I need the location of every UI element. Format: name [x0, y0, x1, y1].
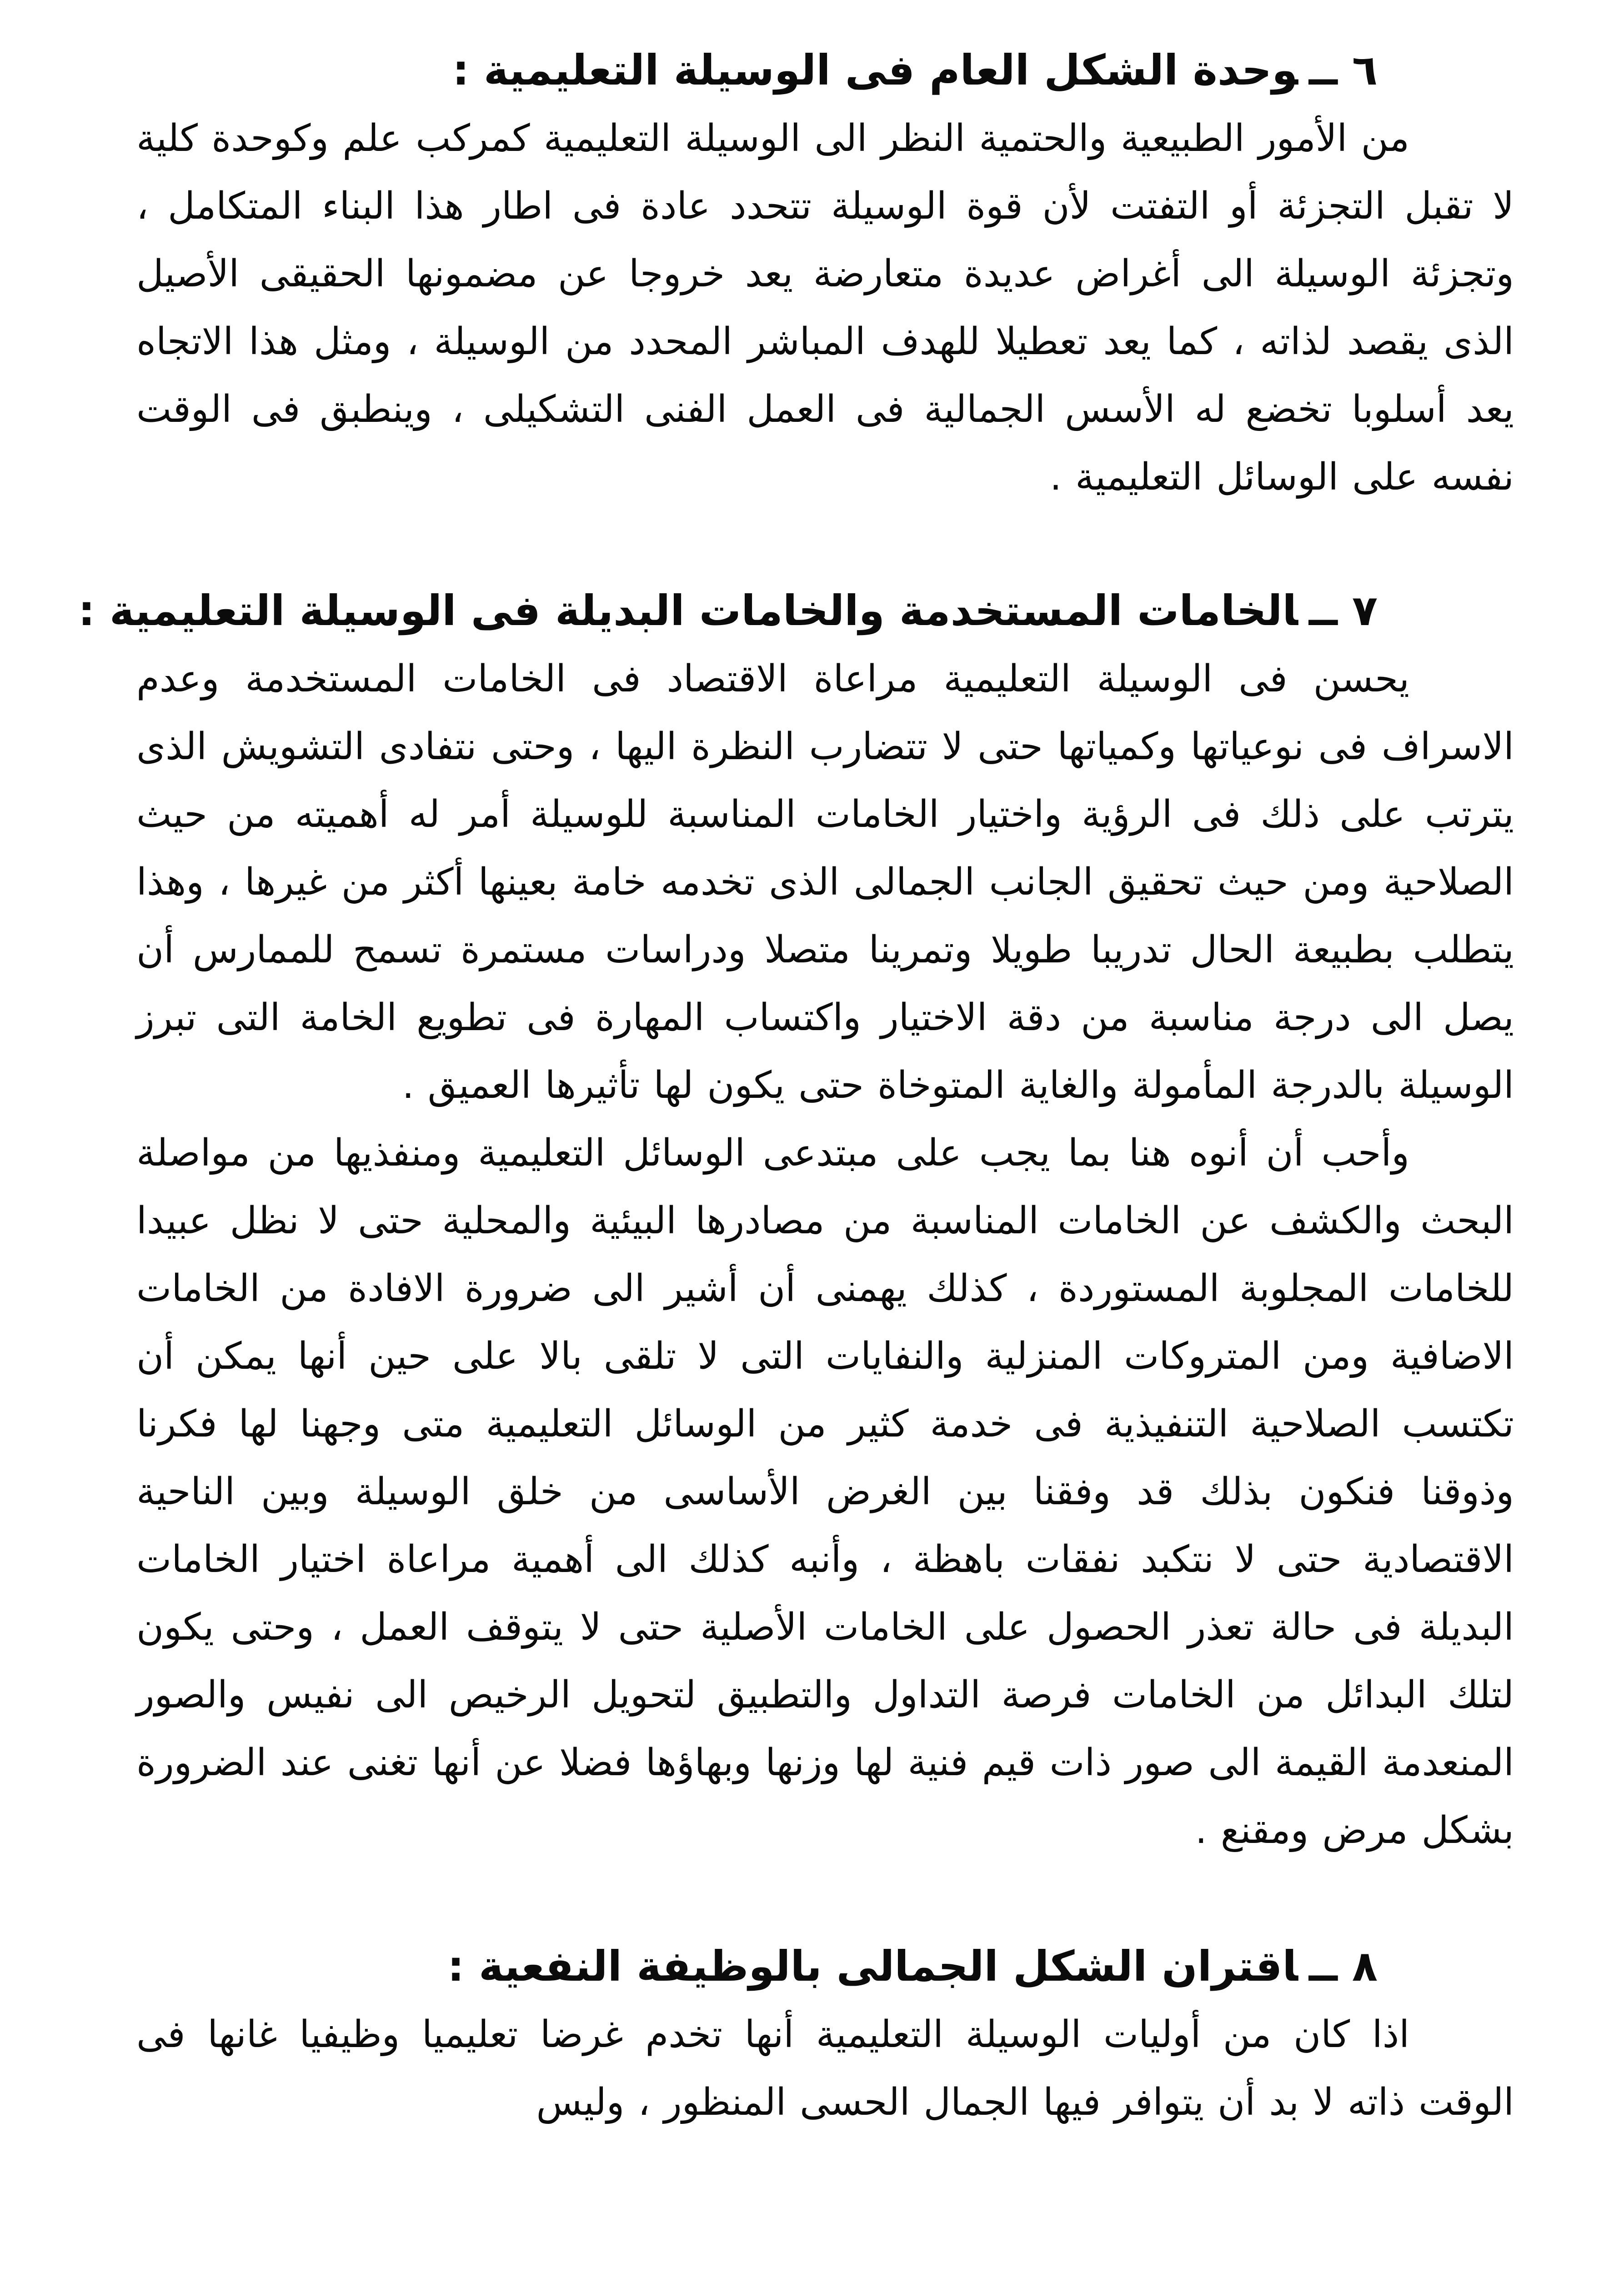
section-heading — [78, 577, 1514, 645]
section-heading — [136, 36, 1514, 105]
section-7 — [78, 577, 1514, 1864]
paragraph: من الأمور الطبيعية والحتمية النظر الى الوسيلة التعليمية كمركب علم وكوحدة كلية لا تقبل التجزئة أو التفتت لأن قوة الوسيلة تتحدد عادة فى اطار هذا البناء المتكامل ، وتجزئة الوسيلة الى أغراض عديدة متعارضة يعد خروجا عن مضمونها الحقيقى الأصيل الذى يقصد لذاته ، كما يعد تعطيلا للهدف المباشر المحدد من الوسيلة ، ومثل هذا الاتجاه يعد أسلوبا تخضع له الأسس الجمالية فى العمل الفنى التشكيلى ، وينطبق فى الوقت نفسه على الوسائل التعليمية . — [136, 117, 1514, 499]
section-spacer — [136, 1864, 1514, 1933]
document-page — [78, 36, 1514, 2273]
section-spacer — [136, 511, 1514, 577]
section-title: الخامات المستخدمة والخامات البديلة فى الوسيلة التعليمية : — [78, 586, 1298, 635]
section-number: ٨ ــ — [1308, 1942, 1378, 1991]
section-6 — [136, 36, 1514, 511]
section-heading — [136, 1933, 1514, 2001]
section-number: ٦ ــ — [1308, 46, 1378, 95]
section-number: ٧ ــ — [1308, 586, 1378, 635]
section-8 — [136, 1933, 1514, 2136]
section-title: وحدة الشكل العام فى الوسيلة التعليمية : — [452, 46, 1298, 95]
paragraph: يحسن فى الوسيلة التعليمية مراعاة الاقتصاد فى الخامات المستخدمة وعدم الاسراف فى نوعياتها وكمياتها حتى لا تتضارب النظرة اليها ، وحتى نتفادى التشويش الذى يترتب على ذلك فى الرؤية واختيار الخامات المناسبة للوسيلة أمر له أهميته من حيث الصلاحية ومن حيث تحقيق الجانب الجمالى الذى تخدمه خامة بعينها أكثر من غيرها ، وهذا يتطلب بطبيعة الحال تدريبا طويلا وتمرينا متصلا ودراسات مستمرة تسمح للممارس أن يصل الى درجة مناسبة من دقة الاختيار واكتساب المهارة فى تطويع الخامة التى تبرز الوسيلة بالدرجة المأمولة والغاية المتوخاة حتى يكون لها تأثيرها العميق . — [136, 657, 1514, 1107]
section-title: اقتران الشكل الجمالى بالوظيفة النفعية : — [447, 1942, 1298, 1991]
paragraph: اذا كان من أوليات الوسيلة التعليمية أنها تخدم غرضا تعليميا وظيفيا غانها فى الوقت ذاته لا بد أن يتوافر فيها الجمال الحسى المنظور ، وليس — [136, 2013, 1514, 2124]
paragraph: وأحب أن أنوه هنا بما يجب على مبتدعى الوسائل التعليمية ومنفذيها من مواصلة البحث والكشف عن الخامات المناسبة من مصادرها البيئية والمحلية حتى لا نظل عبيدا للخامات المجلوبة المستوردة ، كذلك يهمنى أن أشير الى ضرورة الافادة من الخامات الاضافية ومن المتروكات المنزلية والنفايات التى لا تلقى بالا على حين أنها يمكن أن تكتسب الصلاحية التنفيذية فى خدمة كثير من الوسائل التعليمية متى وجهنا لها فكرنا وذوقنا فنكون بذلك قد وفقنا بين الغرض الأساسى من خلق الوسيلة وبين الناحية الاقتصادية حتى لا نتكبد نفقات باهظة ، وأنبه كذلك الى أهمية مراعاة اختيار الخامات البديلة فى حالة تعذر الحصول على الخامات الأصلية حتى لا يتوقف العمل ، وحتى يكون لتلك البدائل من الخامات فرصة التداول والتطبيق لتحويل الرخيص الى نفيس والصور المنعدمة القيمة الى صور ذات قيم فنية لها وزنها وبهاؤها فضلا عن أنها تغنى عند الضرورة بشكل مرض ومقنع . — [136, 1131, 1514, 1852]
